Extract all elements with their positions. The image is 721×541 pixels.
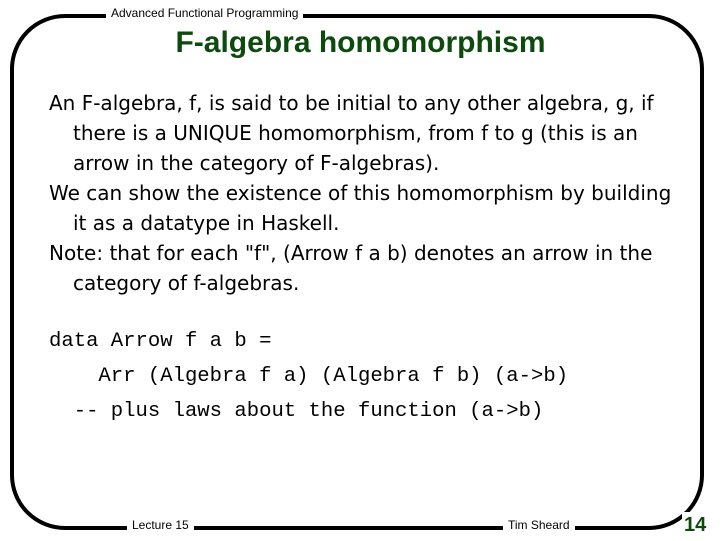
lecture-label: Lecture 15 [127,517,194,533]
code-line: Arr (Algebra f a) (Algebra f b) (a->b) [49,365,569,388]
bullet-item: We can show the existence of this homomorphism by building it as a datatype in Haskell. [49,181,672,235]
course-name: Advanced Functional Programming [106,5,303,21]
bullet-item: Note: that for each "f", (Arrow f a b) denotes an arrow in the category of f-algebras. [49,241,653,295]
bullet-list [49,88,689,298]
code-line: -- plus laws about the function (a->b) [49,400,544,423]
code-line: data Arrow f a b = [49,330,272,353]
slide-title: F-algebra homomorphism [175,26,546,59]
bullet-item: An F-algebra, f, is said to be initial to any other algebra, g, if there is a UNIQUE homomorphism, from f to g (this is an arrow in the category of F-algebras). [49,91,654,175]
author-label: Tim Sheard [503,517,575,533]
page-number: 14 [684,514,707,536]
code-block [49,324,568,429]
